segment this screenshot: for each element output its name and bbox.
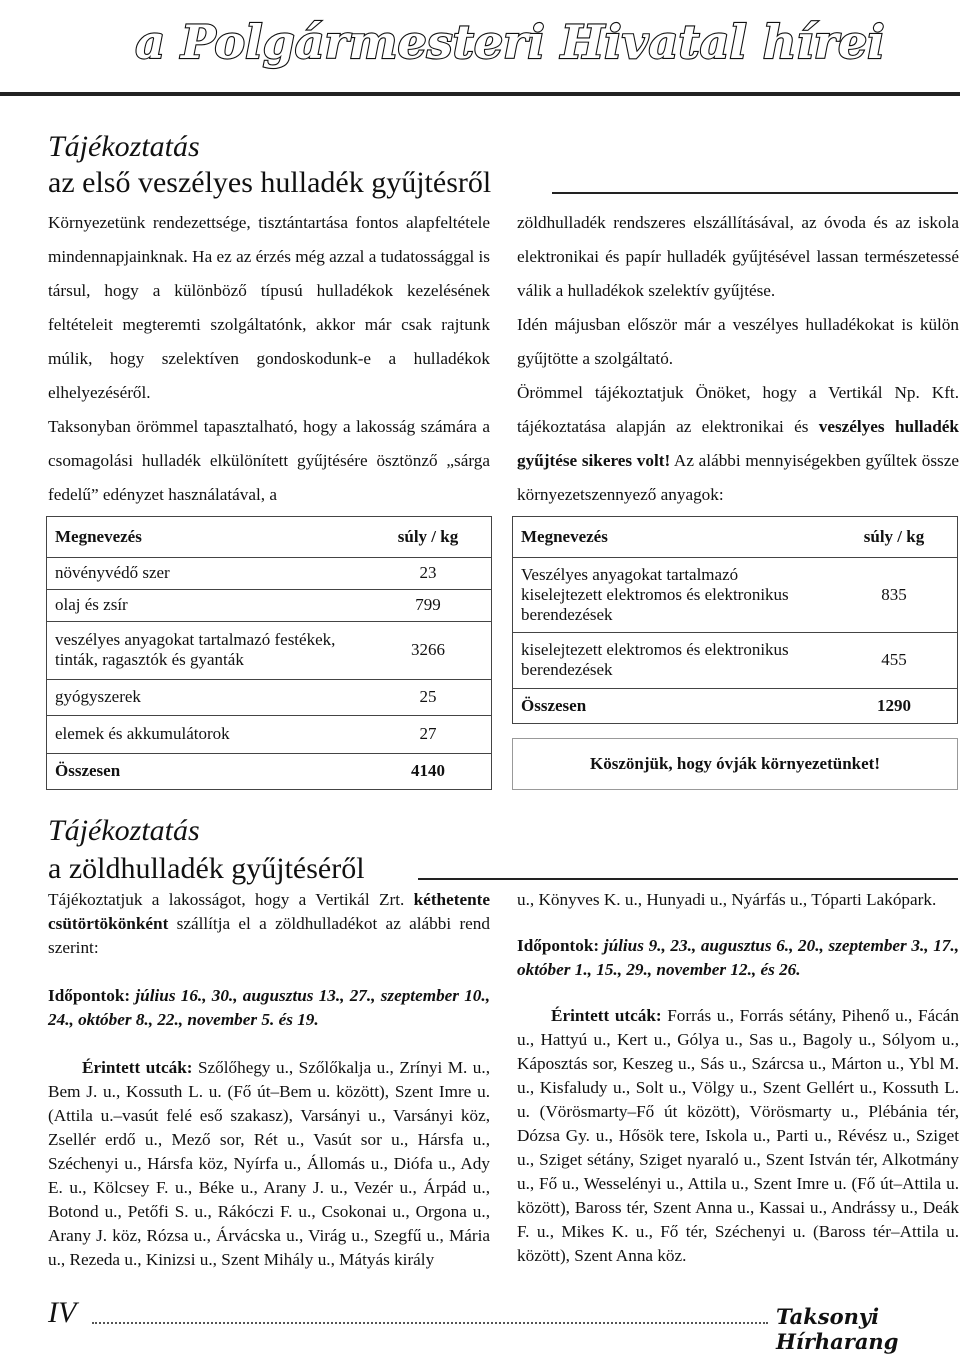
table-cell-name: Veszélyes anyagokat tartalmazó kiselejtezett elektromos és elektronikus berendezések <box>513 557 831 632</box>
table-row <box>513 632 957 689</box>
waste-table-left <box>46 516 492 790</box>
table-header-weight: súly / kg <box>397 526 459 546</box>
table-header-name: Megnevezés <box>521 526 608 546</box>
table-cell-name: kiselejtezett elektromos és elektronikus berendezések <box>513 632 831 689</box>
section2-title: Tájékoztatás <box>48 814 200 847</box>
page-number: IV <box>48 1296 77 1329</box>
success-highlight: veszélyes hulladék gyűjtése sikeres volt! <box>517 417 959 470</box>
table-cell-value: 455 <box>831 632 957 689</box>
table-row <box>513 557 957 632</box>
section2-streets-1: Érintett utcák: Szőlőhegy u., Szőlőkalja u., Zrínyi M. u., Bem J. u., Kossuth L. u. (Fő út–Bem u. között), Szent Imre u. (Attila u.–vasút felé eső szakasz), Varsányi u., Varsányi köz, Zsellér erdő u., Mező sor, Rét u., Vasút sor u., Hársfa u., Széchenyi u., Hársfa köz, Nyírfa u., Állomás u., Diófa u., Ady E. u., Kölcsey F. u., Béke u., Arany J. u., Vezér u., Árpád u., Botond u., Petőfi S. u., Rákóczi F. u., Csokonai u., Orgona u., Arany J. köz, Rózsa u., Árvácska u., Virág u., Szegfű u., Mária u., Rezeda u., Kinizsi u., Szent Mihály u., Mátyás király <box>48 1058 490 1269</box>
table-row <box>47 679 491 715</box>
table-total-label: Összesen <box>47 753 365 789</box>
table-row <box>47 715 491 753</box>
section1-heading-rule <box>552 192 958 194</box>
section2-intro: Tájékoztatjuk a lakosságot, hogy a Vertikál Zrt. kéthetente csütörtökönként szállítja el a zöldhulladékot az alábbi rend szerint: <box>48 890 490 957</box>
table-row <box>47 589 491 621</box>
footer-dotted-line <box>92 1322 768 1324</box>
table-cell-name: olaj és zsír <box>47 589 365 621</box>
section2-left-column <box>48 888 490 1272</box>
table-header-row <box>513 517 957 557</box>
header-rule <box>0 92 960 96</box>
section2-dates-2: Időpontok: július 9., 23., augusztus 6., 20., szeptember 3., 17., október 1., 15., 29., november 12., és 26. <box>517 936 959 979</box>
table-cell-value: 23 <box>365 557 491 589</box>
section1-paragraph-1: Környezetünk rendezettsége, tisztántartása fontos alapfeltétele mindennapjainknak. Ha ez az érzés még azzal a tudatossággal is társul, hogy a különböző típusú hulladékok kezelésének feltételeit megteremti szolgáltatónk, akkor már csak rajtunk múlik, hogy szelektíven gondoskodunk-e a hulladékok elhelyezéséről. <box>48 213 490 402</box>
footer-brand-logo: Taksonyi Hírharang <box>776 1304 899 1354</box>
table-cell-value: 27 <box>365 715 491 753</box>
section1-paragraph-3: zöldhulladék rendszeres elszállításával, az óvoda és az iskola elektronikai és papír hulladék gyűjtésével lassan természetessé válik a hulladékok szelektív gyűjtése. <box>517 213 959 300</box>
table-cell-value: 835 <box>831 557 957 632</box>
thanks-box <box>512 738 958 790</box>
table-cell-name: elemek és akkumulátorok <box>47 715 365 753</box>
table-total-value: 4140 <box>365 753 491 789</box>
table-row <box>47 621 491 679</box>
table-cell-value: 799 <box>365 589 491 621</box>
table-header-row <box>47 517 491 557</box>
table-total-row <box>513 689 957 723</box>
table-header-name: Megnevezés <box>55 526 142 546</box>
section2-right-column <box>517 888 959 1268</box>
section2-continuation: u., Könyves K. u., Hunyadi u., Nyárfás u., Tóparti Lakópark. <box>517 890 937 909</box>
thanks-text: Köszönjük, hogy óvják környezetünket! <box>590 754 880 773</box>
table-cell-value: 25 <box>365 679 491 715</box>
waste-table-right <box>512 516 958 724</box>
section1-paragraph-4: Idén májusban először már a veszélyes hulladékokat is külön gyűjtötte a szolgáltató. <box>517 315 959 368</box>
section1-right-column <box>517 206 959 512</box>
section2-heading-rule <box>418 878 958 880</box>
table-cell-name: veszélyes anyagokat tartalmazó festékek, tinták, ragasztók és gyanták <box>47 621 365 679</box>
section1-paragraph-2: Taksonyban örömmel tapasztalható, hogy a lakosság számára a csomagolási hulladék elkülönített gyűjtésére ösztönző „sárga fedelű” edényzet használatával, a <box>48 417 490 504</box>
section1-subtitle: az első veszélyes hulladék gyűjtésről <box>48 166 492 199</box>
section1-left-column <box>48 206 490 512</box>
table-cell-value: 3266 <box>365 621 491 679</box>
section2-streets-2: Érintett utcák: Forrás u., Forrás sétány, Pihenő u., Fácán u., Hattyú u., Kert u., Gólya u., Sas u., Bagoly u., Sólyom u., Káposztás sor, Keszeg u., Sás u., Szárcsa u., Márton u., Ybl M. u., Kisfaludy u., Solt u., Völgy u., Szent Gellért u., Kossuth L. u. (Vörösmarty–Fő út között), Vörösmarty u., Plébánia tér, Dózsa Gy. u., Hősök tere, Iskola u., Parti u., Révész u., Sziget u., Sziget sétány, Sziget nyaraló u., Szent István tér, Alkotmány u., Fő u., Wesselényi u., Attila u., Szent Imre u. (Fő út–Attila u. között), Baross tér, Szent Anna u., Kassai u., Andrássy u., Deák F. u., Mikes K. u., Fő tér, Széchenyi u. (Baross tér–Attila u. között), Szent Anna köz. <box>517 1006 959 1265</box>
section2-dates-1: Időpontok: július 16., 30., augusztus 13., 27., szeptember 10., 24., október 8., 22., november 5. és 19. <box>48 986 490 1029</box>
table-cell-name: gyógyszerek <box>47 679 365 715</box>
table-total-label: Összesen <box>513 689 831 723</box>
section1-title: Tájékoztatás <box>48 130 200 163</box>
svg-text:a Polgármesteri Hivatal hírei: a Polgármesteri Hivatal hírei <box>135 15 885 69</box>
table-total-value: 1290 <box>831 689 957 723</box>
table-cell-name: növényvédő szer <box>47 557 365 589</box>
table-total-row <box>47 753 491 789</box>
section2-subtitle: a zöldhulladék gyűjtéséről <box>48 852 365 885</box>
table-row <box>47 557 491 589</box>
section1-paragraph-5: Örömmel tájékoztatjuk Önöket, hogy a Vertikál Np. Kft. tájékoztatása alapján az elektronikai és veszélyes hulladék gyűjtése sikeres volt! Az alábbi mennyiségekben gyűltek össze környezetszennyező anyagok: <box>517 383 959 504</box>
table-header-weight: súly / kg <box>863 526 925 546</box>
masthead-title <box>135 4 885 74</box>
schedule-highlight: kéthetente csütörtökönként <box>48 890 490 933</box>
